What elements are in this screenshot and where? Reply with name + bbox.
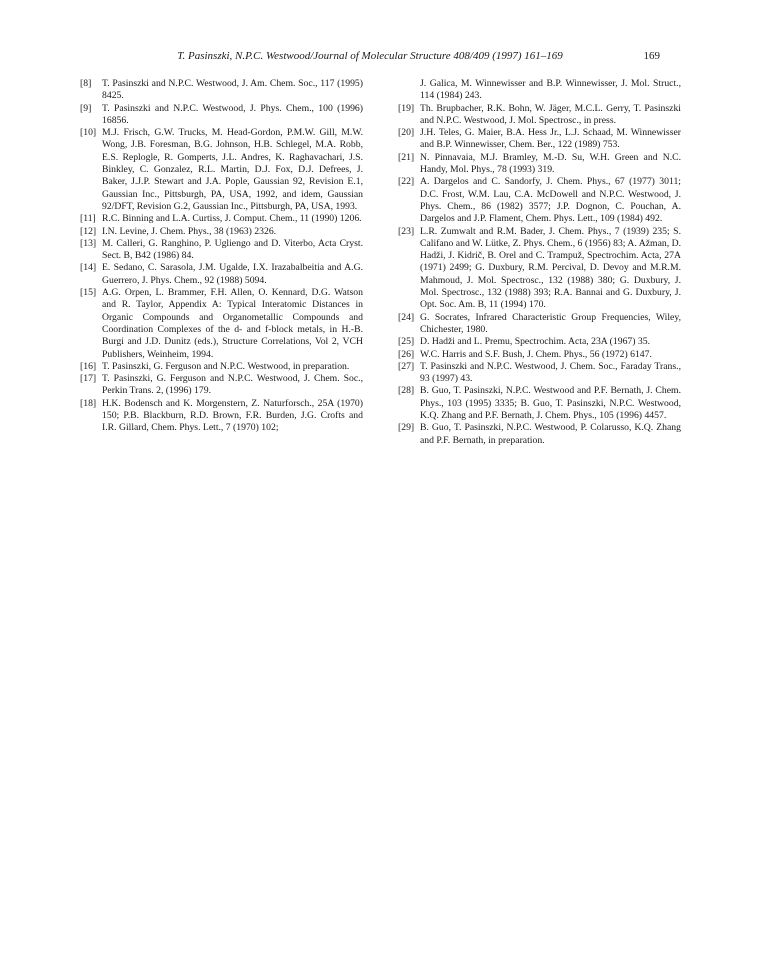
reference-item [80, 398, 363, 435]
reference-item [80, 226, 363, 238]
reference-item [80, 78, 363, 103]
reference-text: J.H. Teles, G. Maier, B.A. Hess Jr., L.J. Schaad, M. Winnewisser and B.P. Winnewisser, Chem. Ber., 122 (1989) 753. [420, 127, 681, 151]
reference-number: [11] [80, 213, 96, 225]
reference-number: [25] [398, 336, 415, 348]
reference-item [398, 127, 681, 152]
reference-text: D. Hadži and L. Premu, Spectrochim. Acta, 23A (1967) 35. [420, 336, 651, 348]
reference-text: T. Pasinszki and N.P.C. Westwood, J. Am. Chem. Soc., 117 (1995) 8425. [102, 78, 363, 102]
reference-text: E. Sedano, C. Sarasola, J.M. Ugalde, I.X. Irazabalbeitia and A.G. Guerrero, J. Phys. Chem., 92 (1988) 5094. [102, 262, 363, 286]
reference-item [398, 422, 681, 447]
reference-number: [14] [80, 262, 97, 274]
reference-item [80, 262, 363, 287]
reference-text: N. Pinnavaia, M.J. Bramley, M.-D. Su, W.H. Green and N.C. Handy, Mol. Phys., 78 (1993) 319. [420, 151, 681, 176]
reference-item [398, 152, 681, 177]
reference-text: L.R. Zumwalt and R.M. Bader, J. Chem. Phys., 7 (1939) 235; S. Califano and W. Lütke, Z. Phys. Chem., 6 (1956) 83; A. Ažman, D. Hadži, J. Kidrič, B. Orel and C. Trampuž, Spectrochim. Acta, 27A (1971) 2499; G. Duxbury, R.M. Percival, D. Devoy and M.R.M. Mahmoud, J. Mol. Spectrosc., 132 (1988) 380; G. Duxbury, J. Mol. Spectrosc., 132 (1988) 393; R.A. Bannai and G. Duxbury, J. Opt. Soc. Am. B, 11 (1994) 170. [420, 225, 681, 311]
reference-item [80, 103, 363, 128]
page-number: 169 [643, 50, 660, 62]
reference-number: [9] [80, 102, 92, 114]
running-head-title: T. Pasinszki, N.P.C. Westwood/Journal of Molecular Structure 408/409 (1997) 161–169 [177, 50, 563, 62]
reference-number: [24] [398, 311, 415, 323]
reference-text: T. Pasinszki and N.P.C. Westwood, J. Phys. Chem., 100 (1996) 16856. [102, 102, 363, 126]
reference-item [398, 336, 681, 348]
reference-text: R.C. Binning and L.A. Curtiss, J. Comput. Chem., 11 (1990) 1206. [102, 213, 362, 225]
reference-item [398, 312, 681, 337]
reference-number: [12] [80, 225, 97, 237]
reference-number: [19] [398, 102, 415, 114]
reference-item [80, 213, 363, 225]
reference-item [80, 238, 363, 263]
reference-item [398, 176, 681, 225]
reference-number: [16] [80, 360, 97, 372]
reference-number: [27] [398, 360, 415, 372]
reference-item [398, 226, 681, 312]
reference-item [80, 287, 363, 361]
reference-item [398, 349, 681, 361]
reference-text: H.K. Bodensch and K. Morgenstern, Z. Naturforsch., 25A (1970) 150; P.B. Blackburn, R.D. Brown, F.R. Burden, J.G. Crofts and I.R. Gillard, Chem. Phys. Lett., 7 (1970) 102; [102, 397, 363, 434]
reference-number: [13] [80, 237, 97, 249]
reference-item [80, 373, 363, 398]
reference-text: Th. Brupbacher, R.K. Bohn, W. Jäger, M.C.L. Gerry, T. Pasinszki and N.P.C. Westwood, J. Mol. Spectrosc., in press. [420, 102, 681, 126]
reference-text: T. Pasinszki and N.P.C. Westwood, J. Chem. Soc., Faraday Trans., 93 (1997) 43. [420, 360, 681, 385]
reference-number: [20] [398, 127, 415, 139]
reference-number: [10] [80, 127, 97, 139]
reference-number: [22] [398, 176, 415, 188]
reference-number: [28] [398, 385, 415, 397]
reference-text: G. Socrates, Infrared Characteristic Group Frequencies, Wiley, Chichester, 1980. [420, 311, 681, 335]
reference-text: W.C. Harris and S.F. Bush, J. Chem. Phys., 56 (1972) 6147. [420, 348, 652, 360]
reference-text: B. Guo, T. Pasinszki, N.P.C. Westwood and P.F. Bernath, J. Chem. Phys., 103 (1995) 3335; B. Guo, T. Pasinszki, N.P.C. Westwood, K.Q. Zhang and P.F. Bernath, J. Chem. Phys., 105 (1996) 4457. [420, 385, 681, 422]
reference-text: A.G. Orpen, L. Brammer, F.H. Allen, O. Kennard, D.G. Watson and R. Taylor, Appendix A: Typical Interatomic Distances in Organic Compounds and Organometallic Compounds and Coordination Complexes of the d- and f-block metals, in H.-B. Burgi and J.D. Dunitz (eds.), Structure Correlations, Vol 2, VCH Publishers, Weinheim, 1994. [102, 287, 363, 360]
reference-item [398, 103, 681, 128]
references-left-column [80, 78, 363, 435]
reference-text: T. Pasinszki, G. Ferguson and N.P.C. Westwood, J. Chem. Soc., Perkin Trans. 2, (1996) 179. [102, 373, 363, 397]
reference-continuation: J. Galica, M. Winnewisser and B.P. Winnewisser, J. Mol. Struct., 114 (1984) 243. [420, 78, 681, 102]
reference-text: A. Dargelos and C. Sandorfy, J. Chem. Phys., 67 (1977) 3011; D.C. Frost, W.M. Lau, C.A. McDowell and N.P.C. Westwood, J. Phys. Chem., 86 (1982) 3577; J.P. Dognon, C. Pouchan, A. Dargelos and J.P. Flament, Chem. Phys. Lett., 109 (1984) 492. [420, 176, 681, 225]
reference-text: M. Calleri, G. Ranghino, P. Ugliengo and D. Viterbo, Acta Cryst. Sect. B, B42 (1986) 84. [102, 237, 363, 262]
reference-number: [26] [398, 348, 415, 360]
reference-number: [29] [398, 422, 415, 434]
reference-item [80, 361, 363, 373]
reference-number: [18] [80, 397, 97, 409]
reference-item [398, 361, 681, 386]
reference-text: I.N. Levine, J. Chem. Phys., 38 (1963) 2326. [102, 225, 277, 237]
reference-number: [8] [80, 78, 92, 89]
reference-text: M.J. Frisch, G.W. Trucks, M. Head-Gordon, P.M.W. Gill, M.W. Wong, J.B. Foresman, B.G. Johnson, H.B. Schlegel, M.A. Robb, E.S. Replogle, R. Gomperts, J.L. Andres, K. Raghavachari, J.S. Binkley, C. Gonzalez, R.L. Martin, D.J. Fox, D.J. Defrees, J. Baker, J.J.P. Stewart and J.A. Pople, Gaussian 92, Revision E.1, Gaussian Inc., Pittsburgh, PA, USA, 1992, and idem, Gaussian 92/DFT, Revision G.2, Gaussian Inc., Pittsburgh, PA, USA, 1993. [102, 127, 363, 212]
reference-number: [21] [398, 151, 415, 163]
reference-number: [23] [398, 225, 415, 237]
reference-item [398, 385, 681, 422]
reference-text: B. Guo, T. Pasinszki, N.P.C. Westwood, P. Colarusso, K.Q. Zhang and P.F. Bernath, in preparation. [420, 422, 681, 446]
reference-item [80, 127, 363, 213]
reference-text: T. Pasinszki, G. Ferguson and N.P.C. Westwood, in preparation. [102, 360, 350, 372]
running-head [80, 50, 660, 66]
references-right-column [398, 78, 681, 447]
reference-number: [15] [80, 287, 97, 299]
reference-number: [17] [80, 373, 97, 385]
